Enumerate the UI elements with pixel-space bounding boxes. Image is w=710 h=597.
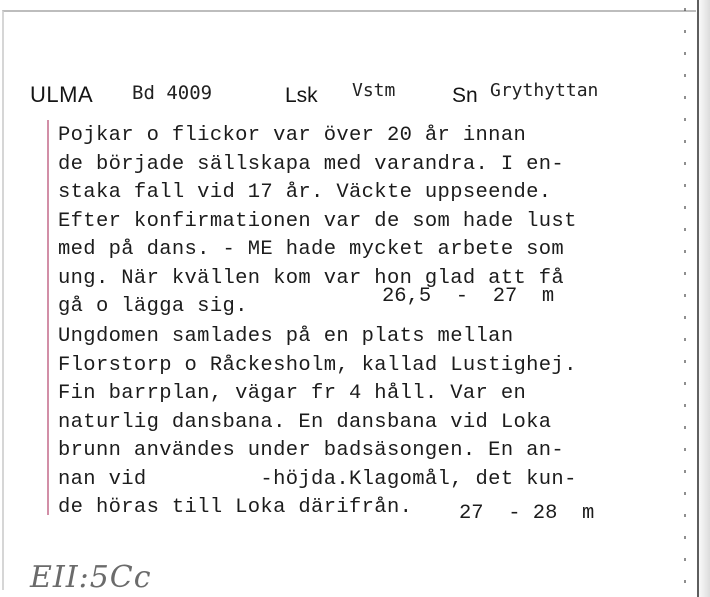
socken-value: Grythyttan <box>490 80 599 101</box>
socken-label: Sn <box>452 84 478 107</box>
entry-2-text <box>58 323 577 523</box>
card-header <box>30 80 680 112</box>
entry-line: Florstorp o Råckesholm, kallad Lustighej. <box>58 353 577 377</box>
entry-line: de höras till Loka därifrån. <box>58 496 413 519</box>
entry-line: Pojkar o flickor var över 20 år innan <box>58 124 527 147</box>
archive-name: ULMA <box>30 82 94 107</box>
entry-line: gå o lägga sig. <box>58 295 248 318</box>
entry-line: ung. När kvällen kom var hon glad att få <box>58 266 565 290</box>
card-edge-dots <box>684 8 686 588</box>
card-edge-line <box>697 0 699 597</box>
entry-line: med på dans. - ME hade mycket arbete som <box>58 238 565 261</box>
entry-line: nan vid -höjda.Klagomål, det kun- <box>58 467 577 491</box>
entry-1-page-reference: 26,5 - 27 m <box>382 285 555 308</box>
landskap-value: Vstm <box>352 80 396 101</box>
landskap-label: Lsk <box>285 84 318 107</box>
entry-line: Efter konfirmationen var de som hade lust <box>58 209 577 233</box>
entry-line: Ungdomen samlades på en plats mellan <box>58 325 514 348</box>
margin-rule <box>47 120 49 515</box>
entry-2-page-reference: 27 - 28 m <box>459 502 595 525</box>
handwritten-shelfmark: EII:5Cc <box>30 560 152 595</box>
entry-line: naturlig dansbana. En dansbana vid Loka <box>58 410 552 434</box>
archive-reference: Bd 4009 <box>132 82 213 104</box>
entry-line: brunn användes under badsäsongen. En an- <box>58 439 565 462</box>
entry-line: staka fall vid 17 år. Väckte uppseende. <box>58 181 552 204</box>
entry-line: de började sällskapa med varandra. I en- <box>58 152 565 176</box>
entry-line: Fin barrplan, vägar fr 4 håll. Var en <box>58 382 527 405</box>
